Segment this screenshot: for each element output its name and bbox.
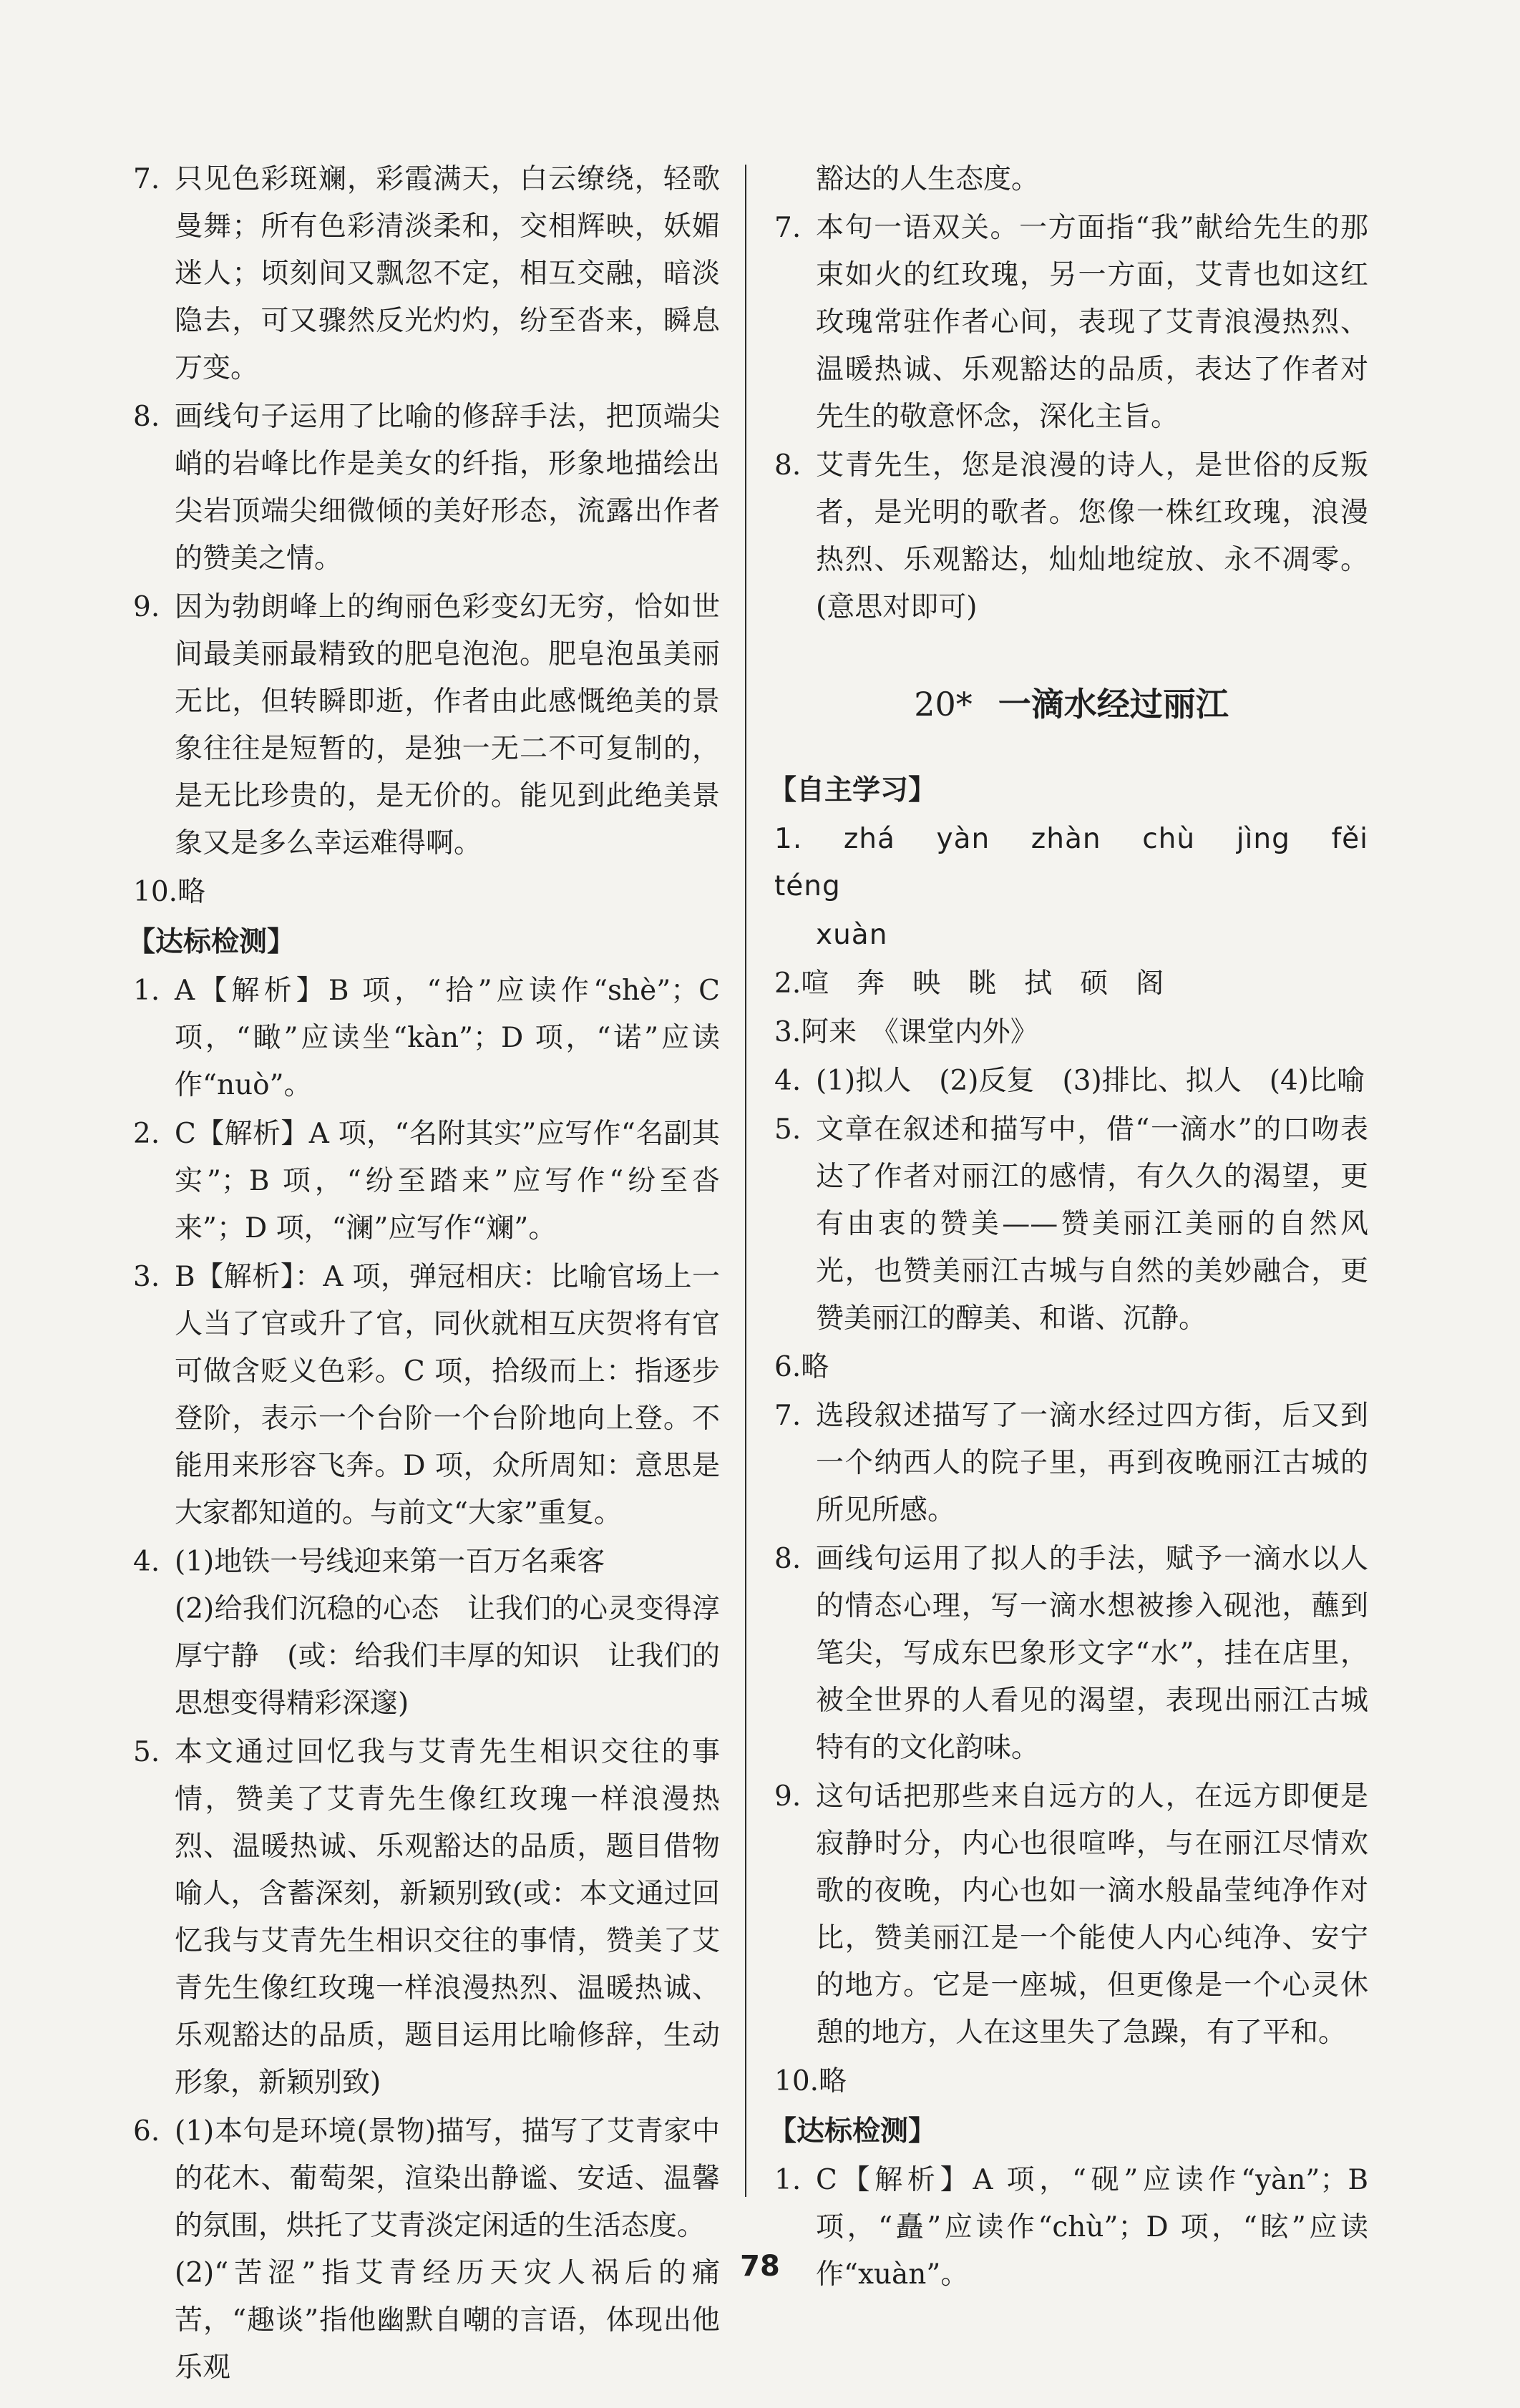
- answer-text: A【解析】B 项，“拾”应读作“shè”；C 项，“瞰”应读坐“kàn”；D 项，“诺”应读作“nuò”。: [175, 975, 720, 1101]
- answer-item: [133, 394, 720, 582]
- answer-number: 6.: [133, 2115, 160, 2148]
- answer-number: 1.: [133, 975, 160, 1007]
- answer-item: [133, 156, 720, 392]
- answer-number: 2.: [133, 1118, 160, 1150]
- answer-number: 9.: [133, 591, 160, 623]
- answer-text: 这句话把那些来自远方的人，在远方即便是寂静时分，内心也很喧哗，与在丽江尽情欢歌的夜晚，内心也如一滴水般晶莹纯净作对比，赞美丽江是一个能使人内心纯净、安宁的地方。它是一座城，但更像是一个心灵休憩的地方，人在这里失了急躁，有了平和。: [816, 1780, 1368, 2049]
- answer-number: 7.: [133, 163, 160, 195]
- lesson-title: [774, 676, 1368, 733]
- answer-item: [133, 967, 720, 1109]
- answer-number: 7.: [774, 212, 802, 244]
- answer-item: [133, 1254, 720, 1537]
- answer-item: [133, 1111, 720, 1252]
- left-column: [127, 156, 720, 2393]
- answer-text: (1)本句是环境(景物)描写，描写了艾青家中的花木、葡萄架，渲染出静谧、安适、温馨的氛围，烘托了艾青淡定闲适的生活态度。: [175, 2115, 720, 2242]
- answer-item: [774, 205, 1368, 441]
- answer-3: 3.阿来 《课堂内外》: [774, 1016, 1038, 1048]
- right-column: [769, 156, 1368, 2300]
- answer-text: 因为勃朗峰上的绚丽色彩变幻无穷，恰如世间最美丽最精致的肥皂泡泡。肥皂泡虽美丽无比，但转瞬即逝，作者由此感慨绝美的景象往往是短暂的，是独一无二不可复制的，是无比珍贵的，是无价的。能见到此绝美景象又是多么幸运难得啊。: [175, 591, 720, 859]
- answer-item: [133, 1539, 720, 1727]
- answer-10: 10.略: [774, 2065, 847, 2097]
- answer-text: C【解析】A 项，“名附其实”应写作“名副其实”；B 项，“纷至踏来”应写作“纷至沓来”；D 项，“澜”应写作“斓”。: [175, 1118, 720, 1244]
- section-heading-dabiao: 【达标检测】: [127, 926, 296, 958]
- answer-text: 选段叙述描写了一滴水经过四方街，后又到一个纳西人的院子里，再到夜晚丽江古城的所见所感。: [816, 1400, 1368, 1526]
- answer-text: 只见色彩斑斓，彩霞满天，白云缭绕，轻歌曼舞；所有色彩清淡柔和，交相辉映，妖媚迷人；顷刻间又飘忽不定，相互交融，暗淡隐去，可又骤然反光灼灼，纷至沓来，瞬息万变。: [175, 163, 720, 384]
- answer-item: [774, 1536, 1368, 1772]
- answer-number: 8.: [133, 401, 160, 433]
- answer-number: 7.: [774, 1400, 802, 1432]
- answer-number: 9.: [774, 1780, 802, 1813]
- page-number: 78: [740, 2250, 780, 2283]
- answer-number: 4.: [133, 1546, 160, 1578]
- column-divider: [745, 165, 746, 2197]
- answer-text: (1)地铁一号线迎来第一百万名乘客: [175, 1546, 605, 1578]
- answer-text: 文章在叙述和描写中，借“一滴水”的口吻表达了作者对丽江的感情，有久久的渴望，更有由衷的赞美——赞美丽江美丽的自然风光，也赞美丽江古城与自然的美妙融合，更赞美丽江的醇美、和谐、沉静。: [816, 1113, 1368, 1335]
- section-heading-dabiao: 【达标检测】: [769, 2115, 937, 2148]
- answer-number: 5.: [774, 1113, 802, 1146]
- answer-4: 4. (1)拟人 (2)反复 (3)排比、拟人 (4)比喻: [774, 1065, 1365, 1097]
- answer-text: C【解析】A 项，“砚”应读作“yàn”；B 项，“矗”应读作“chù”；D 项，“眩”应读作“xuàn”。: [816, 2164, 1368, 2291]
- answer-6: 6.略: [774, 1351, 829, 1383]
- answer-item: [774, 1393, 1368, 1534]
- answer-number: 8.: [774, 1543, 802, 1575]
- answer-number: 3.: [133, 1261, 160, 1293]
- lesson-title-text: 一滴水经过丽江: [998, 685, 1229, 723]
- answer-text: 本句一语双关。一方面指“我”献给先生的那束如火的红玫瑰，另一方面，艾青也如这红玫瑰常驻作者心间，表现了艾青浪漫热烈、温暖热诚、乐观豁达的品质，表达了作者对先生的敬意怀念，深化主旨。: [816, 212, 1368, 433]
- section-heading-zizhu: 【自主学习】: [769, 774, 937, 806]
- answer-item: [774, 1773, 1368, 2057]
- lesson-number: 20*: [914, 685, 973, 723]
- pinyin-line-continued: xuàn: [816, 919, 888, 951]
- answer-2: 2.喧 奔 映 眺 拭 硕 阁: [774, 967, 1164, 1000]
- answer-item: [133, 1729, 720, 2107]
- continuation-text: 豁达的人生态度。: [816, 163, 1040, 195]
- answer-item: [133, 584, 720, 867]
- answer-subtext: (2)“苦涩”指艾青经历天灾人祸后的痛苦，“趣谈”指他幽默自嘲的言语，体现出他乐观: [175, 2257, 720, 2384]
- answer-number: 1.: [774, 2164, 802, 2196]
- answer-10: 10.略: [133, 876, 206, 908]
- pinyin-line: 1. zhá yàn zhàn chù jìng fěi téng: [774, 823, 1368, 902]
- answer-item: [774, 442, 1368, 631]
- answer-subtext: (2)给我们沉稳的心态 让我们的心灵变得淳厚宁静 (或：给我们丰厚的知识 让我们的思想变得精彩深邃): [175, 1593, 720, 1720]
- answer-text: 画线句子运用了比喻的修辞手法，把顶端尖峭的岩峰比作是美女的纤指，形象地描绘出尖岩顶端尖细微倾的美好形态，流露出作者的赞美之情。: [175, 401, 720, 575]
- answer-text: B【解析】：A 项，弹冠相庆：比喻官场上一人当了官或升了官，同伙就相互庆贺将有官可做含贬义色彩。C 项，拾级而上：指逐步登阶，表示一个台阶一个台阶地向上登。不能用来形容飞奔。D 项，众所周知：意思是大家都知道的。与前文“大家”重复。: [175, 1261, 720, 1529]
- answer-number: 5.: [133, 1736, 160, 1768]
- answer-text: 本文通过回忆我与艾青先生相识交往的事情，赞美了艾青先生像红玫瑰一样浪漫热烈、温暖热诚、乐观豁达的品质，题目借物喻人，含蓄深刻，新颖别致(或：本文通过回忆我与艾青先生相识交往的事情，赞美了艾青先生像红玫瑰一样浪漫热烈、温暖热诚、乐观豁达的品质，题目运用比喻修辞，生动形象，新颖别致): [175, 1736, 720, 2099]
- answer-number: 8.: [774, 449, 802, 482]
- answer-text: 画线句运用了拟人的手法，赋予一滴水以人的情态心理，写一滴水想被掺入砚池，蘸到笔尖，写成东巴象形文字“水”，挂在店里，被全世界的人看见的渴望，表现出丽江古城特有的文化韵味。: [816, 1543, 1368, 1764]
- answer-item: [774, 1106, 1368, 1342]
- answer-text: 艾青先生，您是浪漫的诗人，是世俗的反叛者，是光明的歌者。您像一株红玫瑰，浪漫热烈、乐观豁达，灿灿地绽放、永不凋零。(意思对即可): [816, 449, 1368, 623]
